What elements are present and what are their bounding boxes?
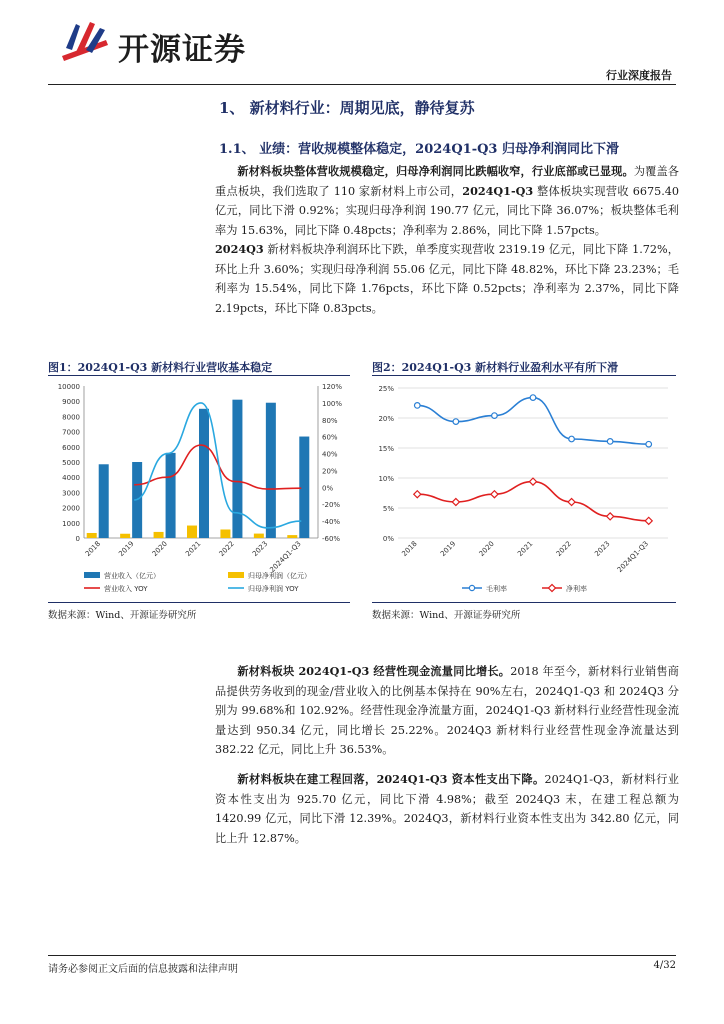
y-tick-right: 0% [322, 484, 334, 493]
point-gross-margin [646, 441, 652, 447]
bar-revenue [199, 409, 209, 538]
point-net-margin [452, 498, 459, 505]
x-tick-label: 2018 [400, 539, 419, 559]
subsection-heading: 1.1、 业绩：营收规模整体稳定，2024Q1-Q3 归母净利润同比下滑 [219, 142, 619, 157]
y-tick-left: 7000 [62, 428, 80, 437]
paragraph-text: 2024Q1-Q3，新材料行业资本性支出为 925.70 亿元，同比下滑 4.98%；截至 2024Q3 末，在建工程总额为 1420.99 亿元，同比下滑 12.39%。2024Q3，新材料行业资本性支出为 342.80 亿元，同比上升 12.87%。 [215, 773, 679, 845]
y-tick-left: 0 [75, 535, 80, 543]
x-tick-label: 2020 [477, 539, 496, 559]
x-tick-label: 2018 [83, 539, 103, 559]
y-tick-left: 10000 [57, 383, 80, 391]
line-gross-margin [417, 398, 648, 445]
x-tick-label: 2023 [593, 539, 612, 559]
x-tick-label: 2021 [184, 539, 203, 559]
x-tick-label: 2022 [217, 539, 236, 559]
y-tick-right: 20% [322, 467, 338, 476]
line-profit-yoy [134, 403, 301, 528]
y-tick: 20% [378, 415, 394, 423]
y-tick-right: 100% [322, 399, 343, 408]
y-tick-left: 9000 [62, 398, 80, 407]
report-type-tag: 行业深度报告 [606, 69, 672, 82]
figure1-bottom-rule [48, 602, 350, 603]
bar-revenue [299, 437, 309, 538]
point-net-margin [529, 478, 536, 485]
y-tick-right: -20% [322, 501, 341, 510]
figure2-title: 图2：2024Q1-Q3 新材料行业盈利水平有所下滑 [372, 361, 619, 374]
figure2-top-rule [372, 375, 676, 376]
x-tick-label: 2024Q1-Q3 [615, 539, 651, 575]
y-tick: 5% [382, 505, 394, 513]
point-net-margin [568, 498, 575, 505]
paragraph-text: 整体板块实现营收 6675.40 亿元，同比下滑 0.92%；实现归母净利润 190.77 亿元，同比下降 36.07%；板块整体毛利率为 15.63%，同比下降 0.48pcts；净利率为 2.86%，同比下降 1.57pcts。 [215, 184, 679, 237]
y-tick-left: 2000 [62, 504, 80, 513]
point-gross-margin [492, 413, 498, 419]
bar-revenue [166, 453, 176, 538]
x-tick-label: 2023 [251, 539, 270, 559]
point-net-margin [645, 517, 652, 524]
point-net-margin [414, 491, 421, 498]
x-tick-label: 2024Q1-Q3 [268, 539, 303, 575]
legend-label: 归母净利润 YOY [248, 585, 299, 593]
bar-net-profit [220, 529, 230, 538]
paragraph-lead: 新材料板块在建工程回落，2024Q1-Q3 资本性支出下降。 [237, 772, 545, 786]
x-tick-label: 2022 [554, 539, 573, 559]
disclaimer-note: 请务必参阅正文后面的信息披露和法律声明 [48, 964, 238, 975]
y-tick-right: -40% [322, 518, 341, 527]
y-tick: 0% [382, 535, 394, 543]
x-tick-label: 2020 [150, 539, 169, 559]
paragraph-performance [215, 162, 679, 318]
figure2-bottom-rule [372, 602, 676, 603]
page-number: 4/32 [653, 960, 676, 971]
x-tick-label: 2019 [117, 539, 136, 559]
y-tick-left: 5000 [62, 459, 80, 467]
bar-net-profit [154, 532, 164, 538]
x-tick-label: 2019 [439, 539, 458, 559]
point-net-margin [491, 491, 498, 498]
paragraph-emphasis: 2024Q1-Q3 [462, 183, 534, 198]
footer-divider [48, 955, 676, 956]
legend-swatch [84, 572, 100, 578]
legend-label: 净利率 [566, 585, 587, 593]
figure1-source: 数据来源：Wind、开源证券研究所 [48, 610, 197, 621]
figure2-source: 数据来源：Wind、开源证券研究所 [372, 610, 521, 621]
kaiyuan-logo-icon [60, 18, 112, 64]
bar-net-profit [287, 535, 297, 538]
bar-net-profit [254, 534, 264, 538]
legend-label: 毛利率 [486, 585, 507, 593]
bar-net-profit [187, 526, 197, 538]
paragraph-cashflow [215, 662, 679, 760]
bar-revenue [232, 400, 242, 538]
point-gross-margin [569, 436, 575, 442]
y-tick-right: 80% [322, 416, 338, 425]
legend-marker [469, 585, 474, 590]
line-revenue-yoy [134, 445, 301, 489]
y-tick-left: 1000 [62, 519, 80, 528]
point-net-margin [607, 513, 614, 520]
paragraph-capex [215, 770, 679, 848]
paragraph-text: 新材料板块净利润环比下跌，单季度实现营收 2319.19 亿元，同比下降 1.72%，环比上升 3.60%；实现归母净利润 55.06 亿元，同比下降 48.82%，环比下降 23.23%；毛利率为 15.54%，同比下降 1.76pcts，环比下降 0.52pcts；净利率为 2.37%，同比下降 2.19pcts，环比下降 0.83pcts。 [215, 243, 679, 315]
y-tick: 25% [378, 385, 394, 393]
paragraph-text: 2018 年至今，新材料行业销售商品提供劳务收到的现金/营业收入的比例基本保持在 90%左右，2024Q1-Q3 和 2024Q3 分别为 99.68%和 102.92%。经营性现金净流量方面，2024Q1-Q3 新材料行业经营性现金流量达到 950.34 亿元，同比增长 25.22%。2024Q3 新材料行业经营性现金净流量达到 382.22 亿元，同比上升 36.53%。 [215, 665, 679, 756]
legend-swatch [228, 572, 244, 578]
point-gross-margin [530, 395, 536, 401]
bar-revenue [99, 464, 109, 538]
paragraph-text: 为覆盖各重点板块，我们选取了 110 家新材料上市公司， [215, 165, 679, 198]
paragraph-lead: 新材料板块 2024Q1-Q3 经营性现金流量同比增长。 [237, 664, 511, 678]
y-tick-left: 6000 [62, 443, 80, 452]
y-tick-left: 3000 [62, 489, 80, 498]
brand-name: 开源证券 [118, 32, 246, 68]
y-tick: 15% [378, 445, 394, 453]
y-tick-left: 8000 [62, 413, 80, 422]
x-tick-label: 2021 [516, 539, 535, 559]
point-gross-margin [607, 439, 613, 445]
y-tick-right: 40% [322, 450, 338, 459]
y-tick-right: -60% [322, 535, 341, 543]
y-tick-left: 4000 [62, 474, 80, 483]
paragraph-emphasis: 2024Q3 [215, 242, 264, 256]
figure1-title: 图1：2024Q1-Q3 新材料行业营收基本稳定 [48, 361, 273, 374]
y-tick-right: 120% [322, 383, 343, 391]
legend-marker [548, 584, 555, 591]
legend-label: 归母净利润（亿元） [248, 572, 311, 580]
bar-net-profit [87, 533, 97, 538]
section-heading: 1、 新材料行业：周期见底，静待复苏 [219, 99, 475, 117]
y-tick: 10% [378, 475, 394, 483]
point-gross-margin [453, 419, 459, 425]
point-gross-margin [414, 403, 420, 409]
legend-label: 营业收入 YOY [104, 585, 148, 593]
figure1-top-rule [48, 375, 350, 376]
line-net-margin [417, 482, 648, 521]
margin-chart [372, 378, 676, 600]
revenue-chart [48, 378, 350, 600]
bar-revenue [266, 403, 276, 538]
paragraph-lead: 新材料板块整体营收规模稳定，归母净利润同比跌幅收窄，行业底部或已显现。 [237, 164, 634, 178]
header-divider [48, 84, 676, 85]
legend-label: 营业收入（亿元） [104, 572, 160, 580]
y-tick-right: 60% [322, 433, 338, 442]
bar-net-profit [120, 534, 130, 538]
